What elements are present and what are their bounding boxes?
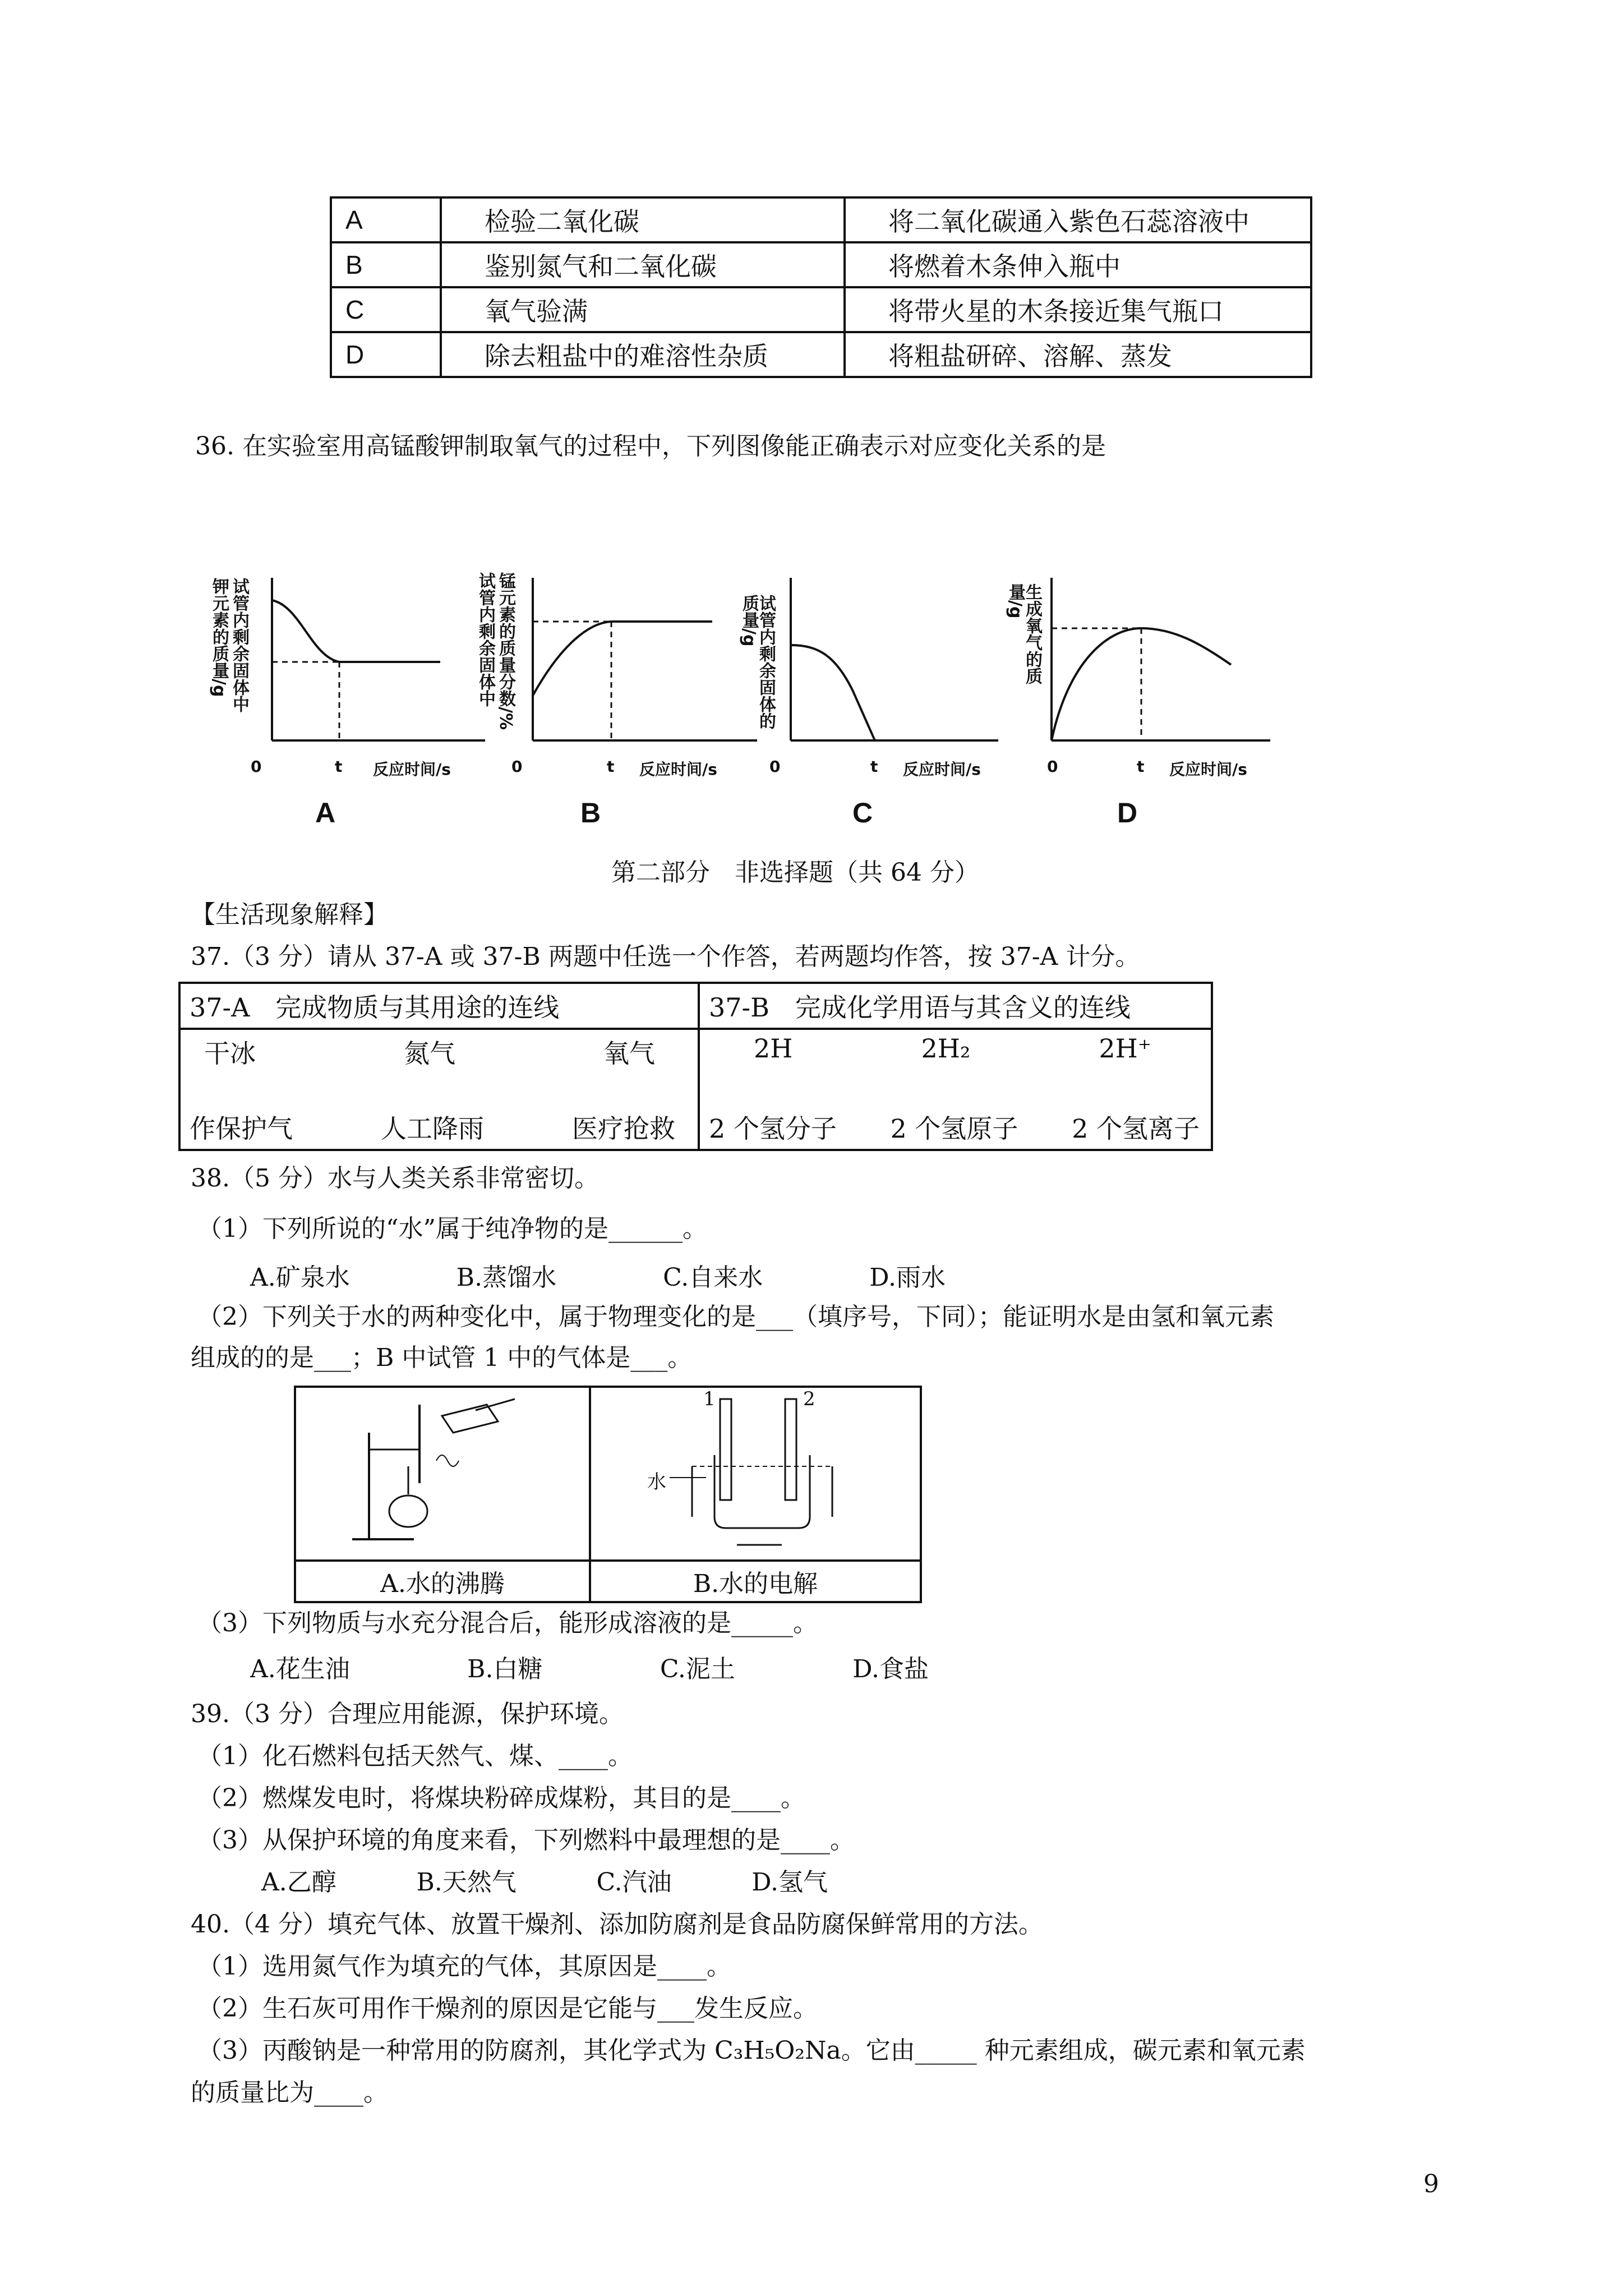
option-method: 将二氧化碳通入紫色石蕊溶液中 [845,197,1311,242]
x-tick-t: t [1137,757,1145,776]
option-purpose: 鉴别氮气和二氧化碳 [441,242,845,287]
boiling-apparatus-icon [296,1388,588,1556]
tube-2-label: 2 [803,1388,815,1410]
option: D.食盐 [852,1655,929,1683]
q37a-item: 氮气 [404,1038,455,1069]
part2-title: 第二部分 非选择题（共 64 分） [611,858,979,887]
q39-3-options [261,1868,828,1898]
chart-b-ylabel2: 试管内剩余固体中 [476,572,495,707]
option-letter: B [331,242,441,287]
q37a-item: 干冰 [204,1038,256,1069]
chart-a-series-line [272,600,440,662]
x-tick-0: 0 [251,757,262,776]
option: D.氢气 [751,1868,828,1897]
table-row [331,287,1311,332]
table-row [331,332,1311,377]
question-39-1: （1）化石燃料包括天然气、煤、____。 [197,1742,633,1770]
table-row [331,197,1311,242]
question-39-2: （2）燃煤发电时，将煤块粉碎成煤粉，其目的是____。 [197,1784,805,1812]
x-tick-0: 0 [511,757,523,776]
option: D.雨水 [869,1263,946,1292]
x-axis-label: 反应时间/s [1169,760,1247,779]
q37a-use: 医疗抢救 [572,1114,675,1144]
chart-c-ylabel: 试管内剩余固体的质量/g [739,595,776,729]
option: B.天然气 [416,1868,517,1897]
x-tick-t: t [870,757,878,776]
figure-b-caption: B.水的电解 [590,1561,921,1602]
option-letter: A [331,197,441,242]
question-38-1: （1）下列所说的“水”属于纯净物的是______。 [197,1214,707,1243]
question-40-2: （2）生石灰可用作干燥剂的原因是它能与___发生反应。 [197,1994,818,2023]
chart-a-letter: A [315,797,336,829]
x-tick-0: 0 [769,757,781,776]
q37-table [178,982,1213,1151]
water-label: 水 [647,1471,666,1493]
figure-a-caption: A.水的沸腾 [295,1561,590,1602]
option: C.汽油 [596,1868,672,1897]
question-40: 40.（4 分）填充气体、放置干燥剂、添加防腐剂是食品防腐保鲜常用的方法。 [191,1910,1043,1939]
figure-boiling [295,1387,590,1561]
question-40-1: （1）选用氮气作为填充的气体，其原因是____。 [197,1952,731,1981]
table-row [331,242,1311,287]
q37b-symbol: 2H [754,1033,793,1064]
figure-electrolysis [590,1387,921,1561]
page-number: 9 [1423,2170,1439,2198]
x-tick-t: t [335,757,343,776]
q37a-use: 作保护气 [190,1114,293,1144]
x-axis-label: 反应时间/s [903,760,981,779]
q37b-meaning: 2 个氢离子 [1072,1114,1200,1144]
options-table [330,196,1312,378]
chart-d [1007,561,1321,830]
option-purpose: 氧气验满 [441,287,845,332]
option: A.矿泉水 [250,1263,350,1292]
section-title: 【生活现象解释】 [191,900,388,929]
question-40-3: （3）丙酸钠是一种常用的防腐剂，其化学式为 C₃H₅O₂Na。它由_____ 种元素组成，碳元素和氧元素 [197,2036,1306,2065]
option: C.自来水 [663,1263,763,1292]
question-38: 38.（5 分）水与人类关系非常密切。 [191,1164,599,1193]
question-38-3: （3）下列物质与水充分混合后，能形成溶液的是_____。 [197,1609,818,1637]
x-tick-t: t [607,757,615,776]
chart-c-series-line [791,645,875,740]
chart-d-ylabel: 生成氧气的质量/g [1006,583,1042,684]
chart-b-ylabel: 锰元素的质量分数/% [496,572,515,730]
q37a-use: 人工降雨 [381,1114,484,1144]
option: B.白糖 [467,1655,543,1683]
q37b-head: 37-B 完成化学用语与其含义的连线 [699,983,1212,1029]
chart-a-ylabel: 钾元素的质量/g [209,578,229,697]
x-tick-0: 0 [1047,757,1058,776]
chart-b-series-line [533,622,712,696]
option-method: 将燃着木条伸入瓶中 [845,242,1311,287]
electrolysis-apparatus-icon [591,1388,928,1556]
chart-b-letter: B [580,797,601,829]
chart-c-letter: C [852,797,873,829]
option-purpose: 检验二氧化碳 [441,197,845,242]
option-method: 将粗盐研碎、溶解、蒸发 [845,332,1311,377]
chart-a-ylabel2: 试管内剩余固体中 [229,578,249,712]
option: A.乙醇 [261,1868,336,1897]
option-letter: C [331,287,441,332]
question-38-2: （2）下列关于水的两种变化中，属于物理变化的是___（填序号，下同）；能证明水是由氢和氧元素 [197,1303,1274,1331]
question-36: 36. 在实验室用高锰酸钾制取氧气的过程中，下列图像能正确表示对应变化关系的是 [195,432,1106,461]
q38-3-options [250,1655,929,1685]
chart-d-letter: D [1117,797,1138,829]
x-axis-label: 反应时间/s [639,760,717,779]
question-37: 37.（3 分）请从 37-A 或 37-B 两题中任选一个作答，若两题均作答，按 37-A 计分。 [191,942,1140,971]
question-39-3: （3）从保护环境的角度来看，下列燃料中最理想的是____。 [197,1826,855,1855]
option: A.花生油 [250,1655,350,1683]
option-method: 将带火星的木条接近集气瓶口 [845,287,1311,332]
question-40-3b: 的质量比为____。 [191,2078,388,2107]
q38-1-options [250,1263,946,1293]
question-38-2b: 组成的的是___；B 中试管 1 中的气体是___。 [191,1343,693,1372]
q37b-meaning: 2 个氢分子 [709,1114,837,1144]
q37b-symbol: 2H₂ [921,1033,971,1064]
q37b-symbol: 2H⁺ [1099,1033,1151,1064]
tube-1-label: 1 [703,1388,716,1410]
option: C.泥土 [660,1655,735,1683]
q37b-meaning: 2 个氢原子 [890,1114,1018,1144]
x-axis-label: 反应时间/s [373,760,451,779]
option: B.蒸馏水 [456,1263,557,1292]
q37a-item: 氧气 [603,1038,655,1069]
option-purpose: 除去粗盐中的难溶性杂质 [441,332,845,377]
q38-figure-table [294,1386,922,1603]
option-letter: D [331,332,441,377]
q37a-head: 37-A 完成物质与其用途的连线 [179,983,699,1029]
question-39: 39.（3 分）合理应用能源，保护环境。 [191,1700,624,1728]
